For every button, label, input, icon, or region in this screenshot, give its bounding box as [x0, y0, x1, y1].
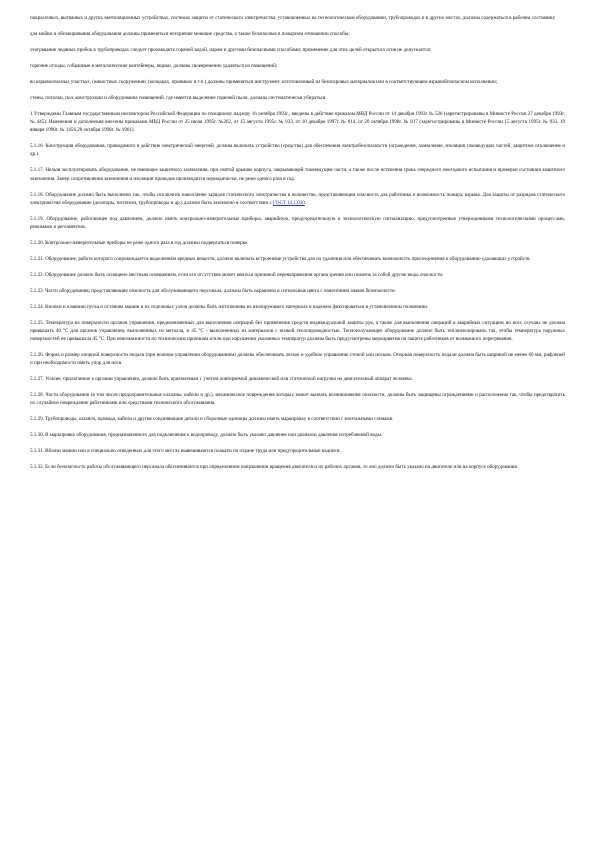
- clause-5-1-22: 5.1.22. Оборудование должно быть оснащено местным освещением, если его отсутствие может явиться причиной перенапряжения органа зрения или повлечь за собой другие виды опасности.: [30, 271, 444, 278]
- clause-5-1-16: 5.1.16. Конструкция оборудования, приводимого в действие электрической энергией, должна включать устройство (средства) для обеспечения электробезопасности (ограждение, заземление, изоляция токоведущих частей, защитное отключение и др.).: [30, 143, 565, 158]
- clause-5-1-28: 5.1.28. Части оборудования (в том числе предохранительные клапаны, кабели и др.), механическое повреждение которых может вызвать возникновение опасности, должны быть защищены ограждениями и расположены так, чтобы предотвратить их случайное повреждение работниками или средствами технического обслуживания.: [30, 391, 565, 406]
- clause-5-1-21: 5.1.21. Оборудование, работа которого сопровождается выделением вредных веществ, должно включать встроенные устройства для их удаления или обеспечивать возможность присоединения к оборудованию удаляющих устройств.: [30, 255, 531, 262]
- document-page: [30, 14, 565, 479]
- clause-5-1-25: 5.1.25. Температура на поверхности органов управления, предназначенных для выполнения операций без применения средств индивидуальной защиты рук, а также для выполнения операций в аварийных ситуациях во всех случаях не должна превышать 40 °С для органов управления, выполненных из металла, и 45 °С - выполненных из материалов с низкой теплопроводностью. Теплоизлучающее оборудование должно быть теплоизолировано так, чтобы температура наружных поверхностей не превышала 45 °С. При невозможности по техническим причинам и/или при нарушении указанных температур должны быть предусмотрены мероприятия по защите работников от возможного перегревания.: [30, 319, 565, 342]
- paragraph-3: отогревание ледяных пробок в трубопроводах следует производить горячей водой, паром и другими безопасными способами; применение для этих целей открытого огня не допускается;: [30, 46, 432, 53]
- paragraph-4: горючие отходы, собранные в металлические контейнеры, ящики, должны своевременно удаляться из помещений;: [30, 62, 278, 69]
- clause-5-1-27: 5.1.27. Усилие, прилагаемое к органам управления, должно быть приемлемым с учетом повторяемой динамической или статической нагрузки на двигательный аппарат человека.: [30, 375, 413, 382]
- clause-5-1-24: 5.1.24. Кнопки и клавиши пуска и останова машин и их отдельных узлов должны быть изготовлены из изолирующего материала и надежно фиксироваться в установленном положении.: [30, 303, 429, 310]
- clause-5-1-26: 5.1.26. Форма и размер опорной поверхности педали (при ножном управлении оборудованием) должны обеспечивать легкое и удобное управление стопой или носком. Опорная поверхность педали должна быть шириной не менее 60 мм, рифленой и при необходимости иметь упор для ноги.: [30, 351, 565, 366]
- clause-5-1-17: 5.1.17. Нельзя эксплуатировать оборудование, не имеющее защитного заземления, при снятой крышке корпуса, закрывающей токоведущие части, а также после истечения срока очередного ежегодного испытания и проверки состояния защитного заземления. Замер сопротивления заземления и изоляции проводов производится периодически, не реже одного раза в год.: [30, 167, 565, 182]
- footnote: 1 Утверждены Главным государственным инспектором Российской Федерации по пожарному надзору 16 октября 1993г., введены в действие приказом МВД России от 14 декабря 1993г № 536 (зарегистрированы в Минюсте России 27 декабря 1993г. № 445). Изменения и дополнения внесены приказами МВД России от 25 июля 1995г. №262, от 15 августа 1995г. № 933, от 10 декабря 1997г. № 814, от 20 октября 1998г. № 817 (зарегистрированы в Минюсте России 15 августа 1995г. № 933, 19 января 1998г. № 1456,28 октября 1998г. № 1961).: [30, 110, 565, 134]
- clause-5-1-19: 5.1.19. Оборудование, работающее под давлением, должно иметь контрольно-измерительные приборы, аварийную, предупредительную и технологическую сигнализацию, предусмотренные утвержденными технологическими процессами, режимами и регламентом.: [30, 215, 565, 230]
- gost-link[interactable]: ГОСТ 12.1.030: [272, 199, 305, 206]
- clause-5-1-18: [30, 191, 565, 207]
- paragraph-6: стены, потолки, пол, конструкции и оборудование помещений, где имеется выделение горючей пыли, должны систематически убираться.: [30, 94, 327, 101]
- paragraph-2: для мойки и обезжиривания оборудования должны применяться негорючие моющие средства, а также безопасные в пожарном отношении способы;: [30, 30, 350, 37]
- clause-5-1-23: 5.1.23. Части оборудования, представляющие опасность для обслуживающего персонала, должны быть окрашены в сигнальные цвета с нанесением знаков безопасности.: [30, 287, 396, 294]
- clause-5-1-18-tail: .: [304, 199, 307, 206]
- paragraph-5: во взрывоопасных участках, (емкостных сооружениях (колодцах, приямках и т.п.) должны применяться инструмент, изготовленный из безискровых материалов или в соответствующем взрывобезопасном исполнении;: [30, 78, 498, 85]
- paragraph-1: покрасочных, вытяжных и других вентиляционных устройствах, системах защиты от статического электричества, установленных на технологическом оборудовании, трубопроводах и в других местах, должны содержаться в рабочем состоянии;: [30, 15, 556, 21]
- clause-5-1-30: 5.1.30. В маркировке оборудования, предназначенного для подключения к водопроводу, должно быть указано давление или диапазон давления потребляемой воды.: [30, 431, 383, 438]
- clause-5-1-31: 5.1.31. Вблизи машин или в специально отведенных для этого местах вывешиваются плакаты по охране труда или предупредительные надписи.: [30, 447, 341, 454]
- clause-5-1-18-text: 5.1.18. Оборудование должно быть выполнено так, чтобы исключить накопление зарядов статического электричества в количестве, представляющем опасность для работника и возможность пожара, взрыва. Для защиты от разрядов статического электричества оборудование (дозаторы, питатели, трубопроводы и др.) должно быть заземлено в соответствии с: [30, 191, 565, 206]
- clause-5-1-20: 5.1.20. Контрольно-измерительные приборы не реже одного раза в год должны подвергаться поверке.: [30, 239, 249, 246]
- clause-5-1-29: 5.1.29. Трубопроводы, шланги, провода, кабели и другие соединяющие детали и сборочные единицы должны иметь маркировку в соответствии с монтажными схемами.: [30, 415, 394, 422]
- clause-5-1-32: 5.1.32. Если безопасность работы обслуживающего персонала обеспечивается при определенном направлении вращения двигателя и их рабочих органов, то оно должно быть указано на двигателе или на корпусе оборудования.: [30, 463, 519, 470]
